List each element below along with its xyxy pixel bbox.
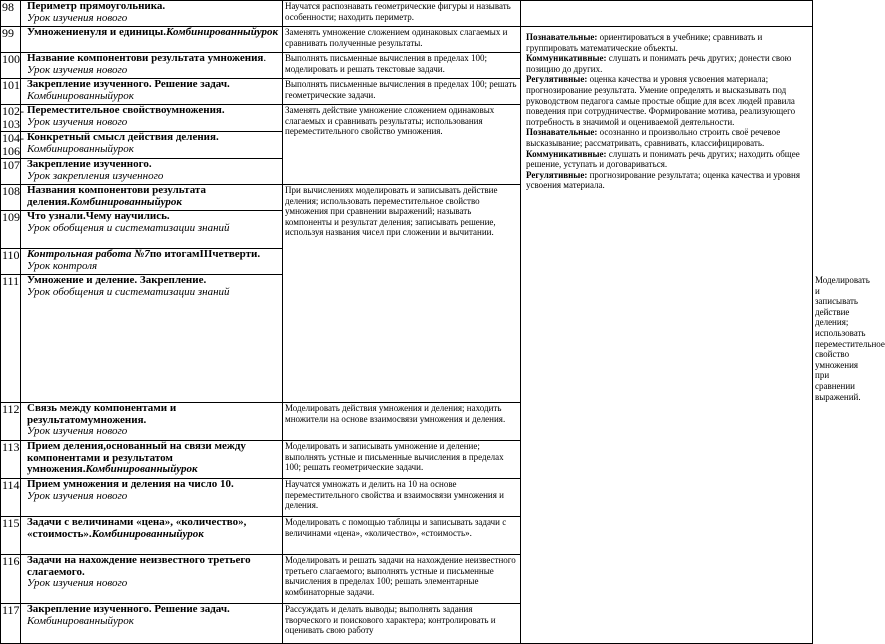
lesson-topic — [21, 105, 283, 132]
lesson-number: 117 — [1, 604, 21, 644]
lesson-title: Периметр прямоугольника. — [27, 0, 166, 12]
uud-text: прогнозирование результата; оценка качества и уровня усвоения материала. — [526, 169, 800, 191]
lesson-topic — [21, 211, 283, 249]
lesson-topic — [21, 275, 283, 403]
activity-cell: Заменять умножение сложением одинаковых слагаемых и сравнивать полученные результаты. — [283, 27, 521, 53]
lesson-type: Урок изучения нового — [27, 63, 128, 76]
lesson-number: 115 — [1, 517, 21, 555]
lesson-number: 99 — [1, 27, 21, 53]
activity-cell: При вычислениях моделировать и записывать действие деления; использовать переместительное свойство умножения при сравнении выражений; называть компоненты и результат деления; записывать решение, используя названия чисел при сложении и вычитании. — [283, 185, 521, 403]
activity-cell: Моделировать действия умножения и деления; находить множители на основе взаимосвязи умножения и деления. — [283, 403, 521, 441]
lesson-topic — [21, 185, 283, 211]
uud-communicative-1 — [526, 53, 809, 74]
lesson-title: Умножение и деление. Закрепление. — [27, 274, 207, 286]
lesson-topic — [21, 1, 283, 27]
activity-cell: Заменять действие умножение сложением одинаковых слагаемых и сравнивать результаты; использования переместительного свойство умножения. — [283, 105, 521, 185]
lesson-number: 108 — [1, 185, 21, 211]
uud-label: Познавательные: — [526, 32, 598, 42]
lesson-title-tail: . — [263, 52, 267, 64]
activity-cell: Выполнять письменные вычисления в пределах 100; решать геометрические задачи. — [283, 79, 521, 105]
uud-label: Коммуникативные: — [526, 53, 607, 64]
activity-cell: Моделировать и записывать умножение и деление; выполнять устные и письменные вычисления в пределах 100; решать геометрические задачи. — [283, 441, 521, 479]
uud-label: Регулятивные: — [526, 74, 588, 85]
lesson-type: Комбинированныйурок — [69, 195, 182, 208]
table-row: 111 Умножение и деление. Закрепление. Урок обобщения и систематизации знаний Моделировать и записывать действие деления; использовать переместительное свойство умножения при сравнении выражений. — [2, 274, 885, 402]
lesson-topic — [21, 53, 283, 79]
lesson-topic — [21, 132, 283, 159]
lesson-type: Комбинированныйурок — [27, 614, 134, 627]
uud-cognitive-2 — [526, 127, 809, 148]
lesson-topic — [21, 79, 283, 105]
lesson-type: Комбинированныйурок — [85, 463, 198, 476]
uud-communicative-2 — [526, 149, 809, 170]
lesson-type: Урок контроля — [27, 259, 98, 272]
activity-cell: Моделировать с помощью таблицы и записывать задачи с величинами «цена», «количество», «стоимость». — [283, 517, 521, 555]
uud-label: Коммуникативные: — [526, 148, 607, 159]
lesson-number: 107 — [1, 159, 21, 185]
lesson-number: 110 — [1, 249, 21, 275]
activity-cell: Рассуждать и делать выводы; выполнять задания творческого и поискового характера; контролировать и оценивать свою работу — [283, 604, 521, 644]
lesson-number: 113 — [1, 441, 21, 479]
lesson-type: Комбинированныйурок — [27, 142, 134, 155]
lesson-title: Связь между компонентами и результатомумножения. — [27, 402, 177, 426]
lesson-title: Прием умножения и деления на число 10. — [27, 478, 234, 491]
lesson-topic — [21, 517, 283, 555]
uud-cell — [521, 27, 813, 644]
lesson-number: 101 — [1, 79, 21, 105]
lesson-type: Урок изучения нового — [27, 489, 128, 502]
lesson-number: 111 — [1, 275, 21, 403]
lesson-type: Урок обобщения и систематизации знаний — [27, 285, 230, 298]
lesson-number: 102- 103 — [2, 104, 24, 131]
lesson-type: Урок закрепления изученного — [27, 169, 164, 182]
lesson-title: Конкретный смысл действия деления. — [27, 131, 219, 143]
lesson-topic — [21, 249, 283, 275]
lesson-number: 116 — [1, 555, 21, 604]
uud-text: слушать и понимать речь других; донести свою позицию до других. — [526, 53, 792, 74]
lesson-topic — [21, 604, 283, 644]
lesson-topic — [21, 479, 283, 517]
activity-cell: Моделировать и решать задачи на нахождение неизвестного третьего слагаемого; выполнять устные и письменные вычисления в пределах 100; решать элементарные комбинаторные задачи. — [283, 555, 521, 604]
lesson-type: Комбинированныйурок — [27, 89, 134, 102]
lesson-type: Комбинированныйурок — [91, 527, 204, 540]
lesson-type: Урок обобщения и систематизации знаний — [27, 221, 230, 234]
uud-text: оценка качества и уровня усвоения материала; прогнозирование результата. Умение определять и высказывать под руководством педагога самые простые общие для всех людей правила поведения при сотрудничестве. Формирование мотива, реализующего потребность в значимой и оцениваемой деятельности. — [526, 74, 796, 127]
lesson-type: Урок изучения нового — [27, 115, 128, 128]
lesson-title: Контрольная работа №7 — [27, 248, 150, 260]
lesson-title: Названия компонентови результата деления. — [27, 184, 206, 208]
activity-cell: Научатся распознавать геометрические фигуры и называть особенности; находить периметр. — [283, 1, 521, 27]
table-row — [1, 1, 813, 27]
lesson-topic — [21, 159, 283, 185]
lesson-title: Умножениенуля и единицы. — [27, 26, 167, 38]
uud-label: Познавательные: — [526, 127, 598, 138]
lesson-title: Переместительное свойствоумножения. — [27, 104, 225, 116]
lesson-topic — [21, 555, 283, 604]
lesson-topic — [21, 403, 283, 441]
table-row — [1, 27, 813, 53]
lesson-title: Название компонентови результата умножения — [27, 52, 264, 64]
uud-text: ориентироваться в учебнике; сравнивать и группировать математические объекты. — [526, 32, 763, 53]
lesson-title: Задачи на нахождение неизвестного третьего слагаемого. — [27, 554, 251, 578]
uud-regulatory-2 — [526, 170, 809, 191]
lesson-title: Что узнали.Чему научились. — [27, 210, 170, 222]
lesson-title: Закрепление изученного. Решение задач. — [27, 78, 230, 90]
lesson-number: 98 — [1, 1, 21, 27]
lesson-number: 114 — [1, 479, 21, 517]
lesson-topic — [21, 27, 283, 53]
uud-empty-cell — [521, 1, 813, 27]
lesson-number: 109 — [1, 211, 21, 249]
activity-cell: Выполнять письменные вычисления в пределах 100; моделировать и решать текстовые задачи. — [283, 53, 521, 79]
lesson-number: 112 — [1, 403, 21, 441]
lesson-number: 100 — [1, 53, 21, 79]
lesson-title: Закрепление изученного. Решение задач. — [27, 603, 230, 616]
lesson-type: Урок изучения нового — [27, 425, 128, 438]
lesson-type: Комбинированныйурок — [166, 26, 279, 38]
uud-label: Регулятивные: — [526, 169, 588, 180]
lesson-title: Прием деления,основанный на связи между компонентами и результатом умножения. — [27, 440, 246, 476]
lesson-title: Задачи с величинами «цена», «количество», «стоимость». — [27, 516, 247, 540]
uud-regulatory-1 — [526, 74, 809, 127]
activity-cell: Научатся умножать и делить на 10 на основе переместительного свойства и взаимосвязи умножения и деления. — [283, 479, 521, 517]
lesson-number: 104- 106 — [2, 131, 24, 158]
lesson-type: Урок изучения нового — [27, 577, 128, 590]
lesson-topic — [21, 441, 283, 479]
uud-text: осознанно и произвольно строить своё речевое высказывание; рассматривать, сравнивать, классифицировать. — [526, 127, 781, 148]
lesson-type: Урок изучения нового — [27, 11, 128, 24]
uud-text: слушать и понимать речь других; находить общее решение, уступать и договариваться. — [526, 148, 800, 170]
uud-cognitive-1 — [526, 32, 809, 53]
lesson-title: Закрепление изученного. — [27, 158, 152, 170]
lesson-title-tail: по итогамIIIчетверти. — [149, 248, 261, 260]
